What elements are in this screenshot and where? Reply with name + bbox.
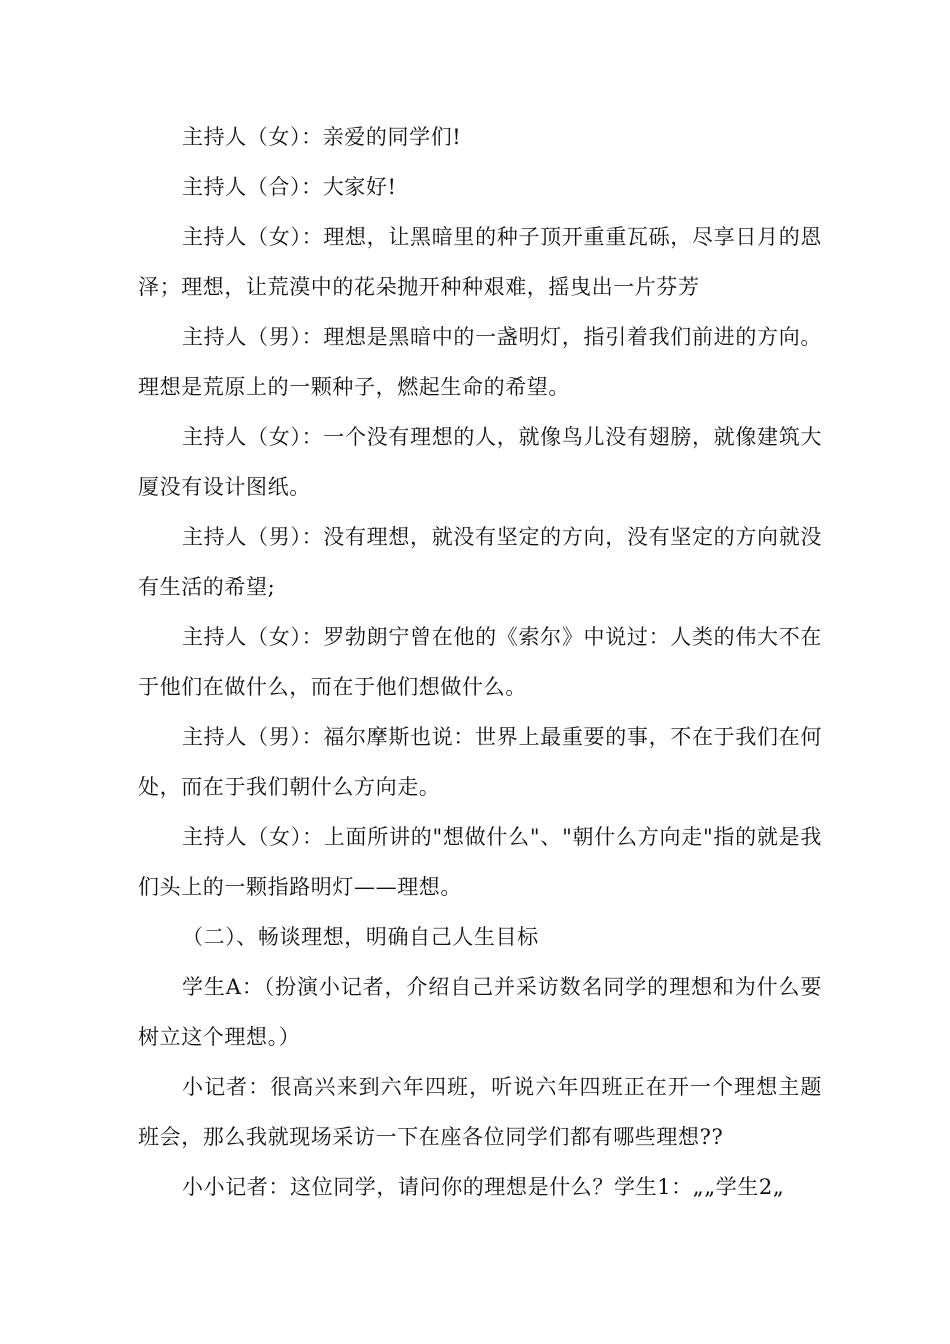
paragraph-host-female-no-ideal: 主持人（女）：一个没有理想的人，就像鸟儿没有翅膀，就像建筑大厦没有设计图纸。 [138,425,822,499]
paragraph-host-female-greeting: 主持人（女）：亲爱的同学们! [182,125,462,149]
paragraph-student-a: 学生A：（扮演小记者，介绍自己并采访数名同学的理想和为什么要树立这个理想。） [138,975,822,1049]
paragraph-host-together-greeting: 主持人（合）：大家好! [182,175,397,199]
paragraph-host-female-ideal-seed: 主持人（女）：理想，让黑暗里的种子顶开重重瓦砾，尽享日月的恩泽；理想，让荒漠中的花朵抛开种种艰难，摇曳出一片芬芳 [138,225,822,299]
paragraph-host-male-ideal-lamp: 主持人（男）：理想是黑暗中的一盏明灯，指引着我们前进的方向。理想是荒原上的一颗种子，燃起生命的希望。 [138,325,822,399]
section-heading-discuss-ideals: （二）、畅谈理想，明确自己人生目标 [182,925,539,949]
document-body [138,112,822,1212]
paragraph-host-male-quote: 主持人（男）：福尔摩斯也说：世界上最重要的事，不在于我们在何处，而在于我们朝什么方向走。 [138,725,822,799]
paragraph-host-female-summary: 主持人（女）：上面所讲的"想做什么"、"朝什么方向走"指的就是我们头上的一颗指路明灯——理想。 [138,825,822,899]
paragraph-little-reporter-question: 小小记者：这位同学，请问你的理想是什么？学生1：„„学生2„ [182,1175,785,1199]
paragraph-host-male-direction: 主持人（男）：没有理想，就没有坚定的方向，没有坚定的方向就没有生活的希望; [138,525,822,599]
paragraph-host-female-quote: 主持人（女）：罗勃朗宁曾在他的《索尔》中说过：人类的伟大不在于他们在做什么，而在于他们想做什么。 [138,625,822,699]
paragraph-reporter-intro: 小记者：很高兴来到六年四班，听说六年四班正在开一个理想主题班会，那么我就现场采访一下在座各位同学们都有哪些理想?? [138,1075,822,1149]
